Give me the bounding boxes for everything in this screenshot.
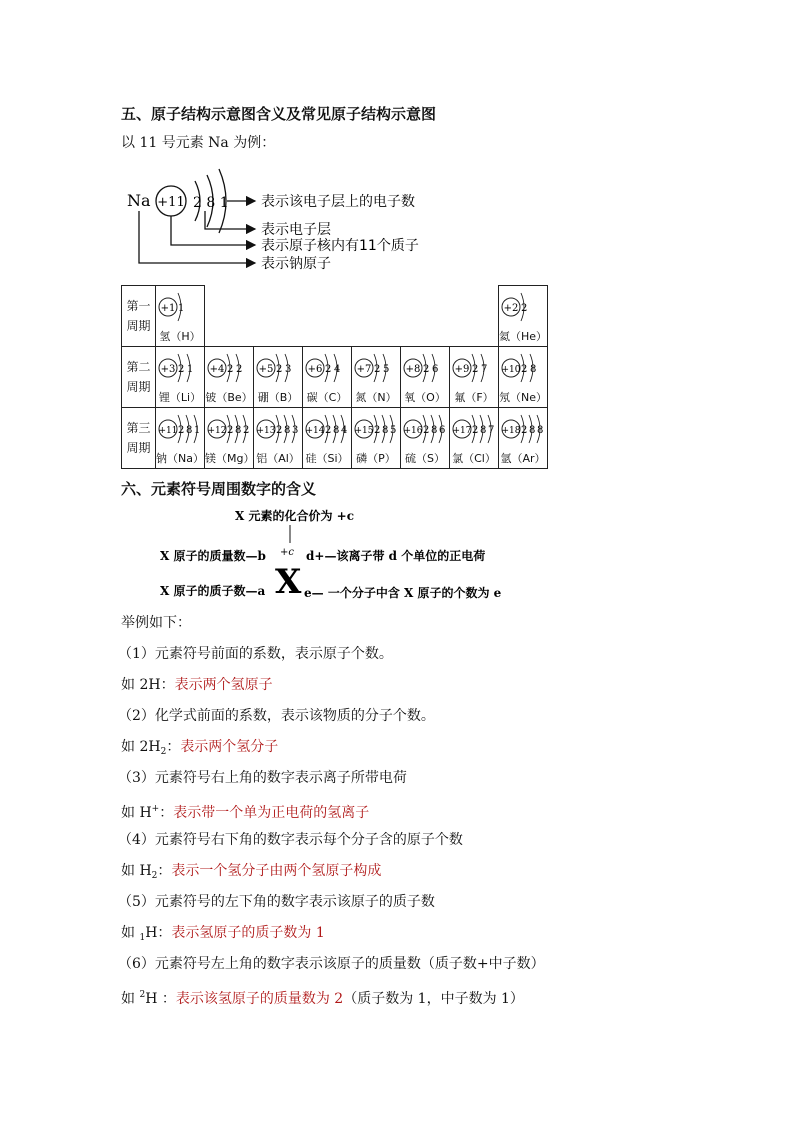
atom-sketch [353, 350, 399, 388]
example-line [121, 676, 273, 694]
shell-electrons: 2 [236, 364, 243, 375]
nucleus-charge: +11 [158, 426, 178, 436]
shell-electrons: 3 [285, 364, 292, 375]
period-2-row [122, 347, 548, 408]
period-header: 第一 周期 [122, 286, 156, 347]
example-mid: ： [159, 805, 174, 821]
shell-electrons: 2 [423, 425, 430, 436]
example-prefix: 如 [121, 991, 140, 1007]
proton-number-label: X 原子的质子数—a [160, 584, 266, 598]
diagram-label-atom: 表示钠原子 [261, 256, 331, 272]
example-prefix: 如 2H： [121, 677, 175, 693]
atom-sketch [206, 411, 252, 449]
shell-electrons: 8 [529, 425, 536, 436]
atom-sketch [402, 350, 448, 388]
shell-electrons: 8 [186, 425, 193, 436]
element-cell [303, 408, 352, 469]
diagram-label-protons: 表示原子核内有11个质子 [261, 238, 419, 254]
example-prefix: 如 H [121, 805, 152, 821]
period-header: 第二 周期 [122, 347, 156, 408]
element-cell [352, 408, 401, 469]
atom-sketch [255, 350, 301, 388]
nucleus-charge: +1 [160, 303, 176, 314]
period-1-row [122, 286, 548, 347]
shell-electrons: 2 [325, 364, 332, 375]
rule-text: （5）元素符号的左下角的数字表示该原子的质子数 [118, 894, 435, 910]
element-cell [156, 286, 205, 347]
example-tail: （质子数为 1，中子数为 1） [343, 991, 524, 1007]
rule-text: （3）元素符号右上角的数字表示离子所带电荷 [118, 770, 407, 786]
nucleus-charge: +7 [356, 364, 372, 375]
atom-sketch [157, 350, 203, 388]
element-symbol-diagram [160, 505, 580, 605]
atom-sketch [304, 411, 350, 449]
shell-electrons: 2 [178, 425, 185, 436]
rule-text: （6）元素符号左上角的数字表示该原子的质量数（质子数+中子数） [118, 956, 545, 972]
element-name: 碳（C） [306, 391, 348, 404]
example-meaning: 表示两个氢原子 [174, 677, 273, 693]
example-prefix: 如 H [121, 863, 152, 879]
rule-text: （2）化学式前面的系数，表示该物质的分子个数。 [118, 708, 435, 724]
example-mid: H： [145, 925, 172, 941]
atom-sketch [500, 289, 546, 327]
nucleus-charge: +6 [307, 364, 323, 375]
element-name: 钠（Na） [156, 452, 204, 465]
shell-electrons: 2 [423, 364, 430, 375]
example-prefix: 如 [121, 925, 140, 941]
shell-electrons: 2 [227, 425, 234, 436]
element-symbol-x: X [275, 562, 302, 602]
example-line [121, 986, 524, 1008]
atom-sketch [157, 411, 203, 449]
diagram-electrons: 2 8 1 [193, 195, 229, 211]
atom-count-label: e— 一个分子中含 X 原子的个数为 e [304, 586, 502, 600]
diagram-label-electron-count: 表示该电子层上的电子数 [261, 194, 415, 210]
section-5-intro: 以 11 号元素 Na 为例： [121, 135, 276, 151]
element-name: 氖（Ne） [499, 391, 547, 404]
shell-electrons: 2 [521, 364, 528, 375]
element-name: 锂（Li） [158, 391, 202, 404]
element-cell [450, 347, 499, 408]
shell-electrons: 2 [521, 425, 528, 436]
example-meaning: 表示一个氢分子由两个氢原子构成 [171, 863, 382, 879]
shell-electrons: 8 [333, 425, 340, 436]
shell-electrons: 8 [382, 425, 389, 436]
atom-sketch [451, 350, 497, 388]
shell-electrons: 2 [276, 364, 283, 375]
pre-superscript: 2 [139, 990, 146, 1000]
shell-electrons: 8 [431, 425, 438, 436]
example-meaning: 表示该氢原子的质量数为 2 [175, 991, 344, 1007]
shell-electrons: 6 [439, 425, 446, 436]
examples-intro: 举例如下： [121, 615, 191, 631]
atom-sketch [500, 350, 546, 388]
nucleus-charge: +5 [258, 364, 274, 375]
section-6-title: 六、元素符号周围数字的含义 [121, 480, 317, 498]
nucleus-charge: +8 [405, 364, 421, 375]
element-name: 铍（Be） [205, 391, 253, 404]
nucleus-charge: +3 [160, 364, 176, 375]
shell-electrons: 2 [325, 425, 332, 436]
period-header: 第三 周期 [122, 408, 156, 469]
element-cell [450, 408, 499, 469]
shell-electrons: 6 [432, 364, 439, 375]
sodium-atom-diagram [127, 163, 447, 282]
pre-subscript: 1 [139, 933, 146, 943]
element-cell [205, 347, 254, 408]
atom-sketch [402, 411, 448, 449]
shell-electrons: 2 [276, 425, 283, 436]
element-cell [205, 408, 254, 469]
subscript: 2 [160, 747, 167, 757]
section-5-title: 五、原子结构示意图含义及常见原子结构示意图 [121, 105, 437, 123]
element-name: 硼（B） [257, 391, 299, 404]
element-cell [499, 286, 548, 347]
rule-text: （4）元素符号右下角的数字表示每个分子含的原子个数 [118, 832, 463, 848]
valence-mark: +c [280, 547, 294, 558]
shell-electrons: 2 [374, 364, 381, 375]
nucleus-charge: +12 [207, 426, 227, 436]
example-line [121, 924, 325, 947]
superscript: + [151, 804, 160, 814]
mass-number-label: X 原子的质量数—b [160, 549, 266, 563]
nucleus-charge: +13 [256, 426, 276, 436]
element-cell [156, 408, 205, 469]
example-line [121, 800, 369, 822]
shell-electrons: 5 [390, 425, 397, 436]
element-cell [401, 347, 450, 408]
shell-electrons: 2 [243, 425, 250, 436]
atom-sketch [500, 411, 546, 449]
shell-electrons: 2 [472, 364, 479, 375]
diagram-nucleus: +11 [157, 195, 185, 210]
atom-sketch [206, 350, 252, 388]
example-mid: H ： [145, 991, 176, 1007]
shell-electrons: 2 [227, 364, 234, 375]
nucleus-charge: +14 [305, 426, 325, 436]
shell-electrons: 2 [374, 425, 381, 436]
atom-sketch [451, 411, 497, 449]
atom-structure-table [121, 285, 548, 469]
example-line [121, 862, 381, 885]
shell-electrons: 1 [187, 364, 194, 375]
shell-electrons: 8 [530, 364, 537, 375]
element-cell [499, 347, 548, 408]
diagram-label-shell: 表示电子层 [261, 222, 331, 238]
valence-label: X 元素的化合价为 +c [235, 509, 355, 523]
example-meaning: 表示带一个单为正电荷的氢离子 [173, 805, 370, 821]
shell-electrons: 4 [334, 364, 341, 375]
element-name: 硫（S） [405, 452, 445, 465]
example-prefix: 如 2H [121, 739, 161, 755]
example-mid: ： [157, 863, 172, 879]
nucleus-charge: +2 [503, 303, 519, 314]
element-cell [352, 347, 401, 408]
element-name: 氟（F） [454, 391, 494, 404]
element-name: 氩（Ar） [500, 452, 546, 465]
element-name: 磷（P） [356, 452, 396, 465]
atom-sketch [353, 411, 399, 449]
shell-electrons: 5 [383, 364, 390, 375]
shell-electrons: 7 [488, 425, 495, 436]
element-name: 氢（H） [159, 330, 201, 343]
example-line [121, 738, 278, 761]
shell-electrons: 8 [235, 425, 242, 436]
example-meaning: 表示两个氢分子 [180, 739, 279, 755]
shell-electrons: 8 [537, 425, 544, 436]
nucleus-charge: +16 [403, 426, 423, 436]
element-cell [254, 347, 303, 408]
atom-sketch [255, 411, 301, 449]
element-cell [303, 347, 352, 408]
example-mid: ： [166, 739, 181, 755]
shell-electrons: 8 [480, 425, 487, 436]
diagram-symbol: Na [127, 191, 151, 210]
element-name: 铝（Al） [256, 452, 300, 465]
nucleus-charge: +4 [209, 364, 225, 375]
period-3-row [122, 408, 548, 469]
shell-electrons: 1 [178, 303, 185, 314]
element-name: 氯（Cl） [452, 452, 496, 465]
shell-electrons: 3 [292, 425, 299, 436]
element-cell [401, 408, 450, 469]
shell-electrons: 2 [472, 425, 479, 436]
shell-electrons: 2 [521, 303, 528, 314]
element-name: 氦（He） [499, 330, 548, 343]
shell-electrons: 2 [178, 364, 185, 375]
nucleus-charge: +17 [452, 426, 472, 436]
element-cell [156, 347, 205, 408]
element-name: 氮（N） [355, 391, 397, 404]
nucleus-charge: +15 [354, 426, 374, 436]
atom-sketch [157, 289, 203, 327]
element-cell [499, 408, 548, 469]
element-name: 硅（Si） [305, 452, 349, 465]
nucleus-charge: +18 [501, 426, 521, 436]
atom-sketch [304, 350, 350, 388]
example-meaning: 表示氢原子的质子数为 1 [171, 925, 325, 941]
subscript: 2 [151, 871, 158, 881]
shell-electrons: 8 [284, 425, 291, 436]
rule-text: （1）元素符号前面的系数，表示原子个数。 [118, 646, 393, 662]
nucleus-charge: +10 [501, 365, 521, 375]
element-cell [254, 408, 303, 469]
shell-electrons: 4 [341, 425, 348, 436]
element-name: 镁（Mg） [205, 452, 255, 465]
shell-electrons: 1 [194, 425, 201, 436]
nucleus-charge: +9 [454, 364, 470, 375]
ion-charge-label: d+—该离子带 d 个单位的正电荷 [306, 549, 486, 563]
shell-electrons: 7 [481, 364, 488, 375]
element-name: 氧（O） [404, 391, 446, 404]
